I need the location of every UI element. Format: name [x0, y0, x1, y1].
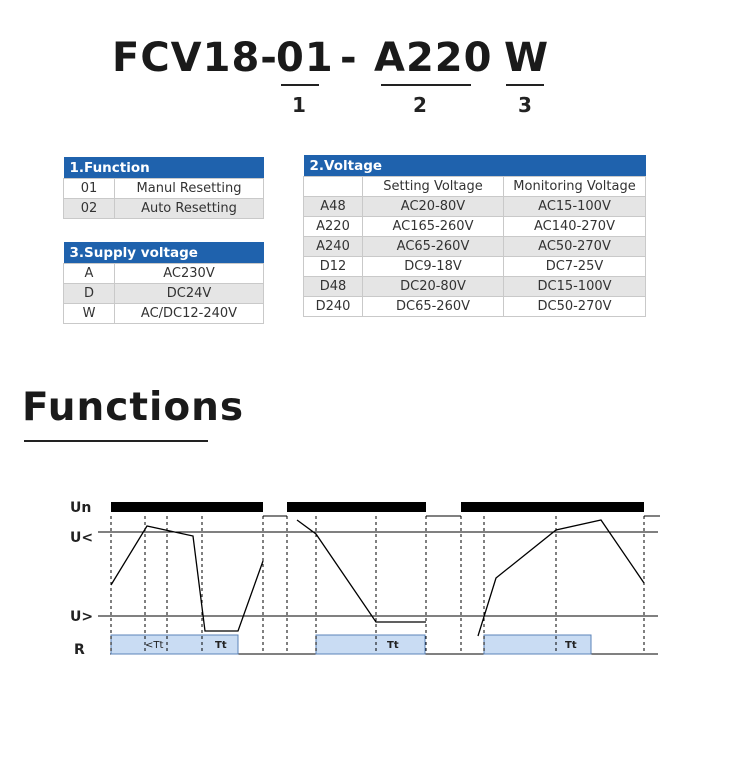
voltage-monitoring-cell: DC7-25V	[504, 257, 646, 277]
voltage-setting-cell: AC65-260V	[363, 237, 504, 257]
supply-table-title: 3.Supply voltage	[64, 242, 264, 264]
code-supply: W	[504, 35, 550, 81]
voltage-table-title: 2.Voltage	[304, 155, 646, 177]
voltage-code-cell: A240	[304, 237, 363, 257]
supply-code-cell: W	[64, 304, 115, 324]
label-u-under: U<	[70, 530, 94, 546]
relay-on-block	[316, 635, 425, 654]
functions-heading-rule	[24, 440, 208, 442]
code-underline-3	[506, 84, 544, 86]
supply-table	[63, 242, 264, 324]
code-marker-1: 1	[292, 93, 306, 117]
voltage-monitoring-cell: DC15-100V	[504, 277, 646, 297]
voltage-monitoring-cell: AC50-270V	[504, 237, 646, 257]
function-desc-cell: Auto Resetting	[115, 199, 264, 219]
time-markers	[111, 516, 644, 654]
code-marker-2: 2	[413, 93, 427, 117]
function-code-cell: 01	[64, 179, 115, 199]
voltage-code-cell: A220	[304, 217, 363, 237]
supply-value-cell: AC230V	[115, 264, 264, 284]
label-un: Un	[70, 500, 92, 516]
code-voltage: A220	[374, 35, 493, 81]
code-underline-1	[281, 84, 319, 86]
supply-value-cell: AC/DC12-240V	[115, 304, 264, 324]
voltage-waveform	[478, 520, 644, 636]
label-u-over: U>	[70, 609, 94, 625]
relay-label: Tt	[565, 640, 577, 651]
relay-label: Tt	[387, 640, 399, 651]
voltage-table	[303, 155, 646, 317]
relay-label: <Tt	[145, 640, 164, 651]
code-dash: -	[340, 35, 358, 81]
supply-bar	[287, 502, 426, 512]
voltage-setting-cell: AC165-260V	[363, 217, 504, 237]
supply-code-cell: D	[64, 284, 115, 304]
function-table-title: 1.Function	[64, 157, 264, 179]
relay-label: Tt	[215, 640, 227, 651]
voltage-code-cell: D12	[304, 257, 363, 277]
voltage-setting-cell: DC65-260V	[363, 297, 504, 317]
supply-bar	[111, 502, 263, 512]
supply-code-cell: A	[64, 264, 115, 284]
code-underline-2	[381, 84, 471, 86]
label-relay: R	[74, 642, 85, 658]
function-code-cell: 02	[64, 199, 115, 219]
supply-bar	[461, 502, 644, 512]
voltage-waveform	[111, 526, 263, 631]
timing-diagram	[0, 480, 750, 680]
voltage-setting-cell: DC9-18V	[363, 257, 504, 277]
voltage-monitoring-cell: AC140-270V	[504, 217, 646, 237]
code-marker-3: 3	[518, 93, 532, 117]
voltage-column-header: Monitoring Voltage	[504, 177, 646, 197]
voltage-column-header: Setting Voltage	[363, 177, 504, 197]
function-desc-cell: Manul Resetting	[115, 179, 264, 199]
code-function: 01	[276, 35, 334, 81]
code-prefix: FCV18-	[112, 35, 278, 81]
voltage-code-cell: D48	[304, 277, 363, 297]
voltage-monitoring-cell: DC50-270V	[504, 297, 646, 317]
voltage-monitoring-cell: AC15-100V	[504, 197, 646, 217]
functions-heading: Functions	[22, 385, 245, 430]
voltage-code-cell: A48	[304, 197, 363, 217]
function-table	[63, 157, 264, 219]
voltage-setting-cell: DC20-80V	[363, 277, 504, 297]
voltage-column-header	[304, 177, 363, 197]
voltage-code-cell: D240	[304, 297, 363, 317]
supply-value-cell: DC24V	[115, 284, 264, 304]
voltage-setting-cell: AC20-80V	[363, 197, 504, 217]
